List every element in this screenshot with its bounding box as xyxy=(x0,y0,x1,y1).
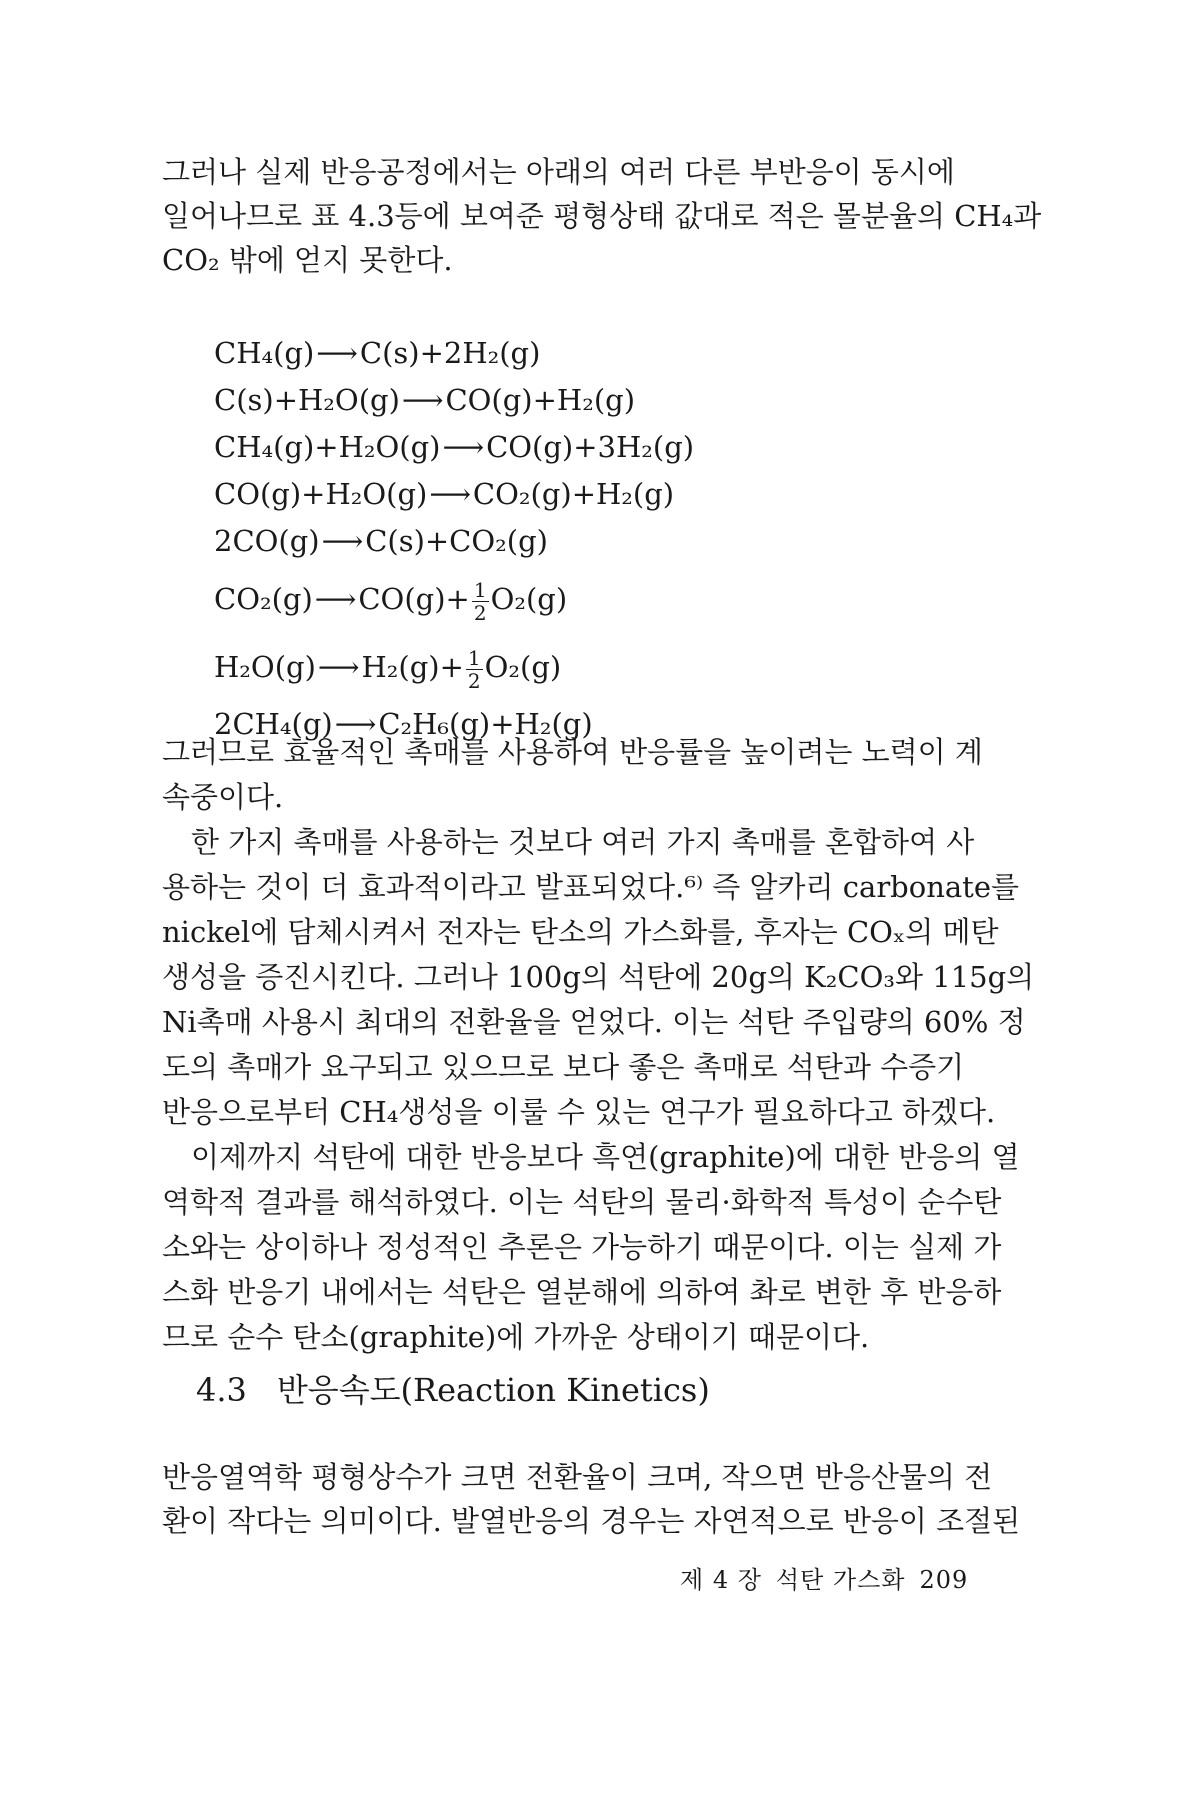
equation: 2CH₄(g)⟶C₂H₆(g)+H₂(g) xyxy=(214,701,694,748)
text-line: 소와는 상이하나 정성적인 추론은 가능하기 때문이다. 이는 실제 가 xyxy=(162,1230,1002,1264)
text-line: Ni촉매 사용시 최대의 전환율을 얻었다. 이는 석탄 주입량의 60% 정 xyxy=(162,1005,1026,1039)
text-line: 므로 순수 탄소(graphite)에 가까운 상태이기 때문이다. xyxy=(162,1320,870,1354)
text-line: CO₂ 밖에 얻지 못한다. xyxy=(162,243,453,277)
arrow-icon: ⟶ xyxy=(321,524,364,558)
text-line: 도의 촉매가 요구되고 있으므로 보다 좋은 촉매로 석탄과 수증기 xyxy=(162,1050,965,1084)
reaction-equations xyxy=(214,330,694,748)
equation: H₂O(g)⟶H₂(g)+ $\frac{1}{2}$ O₂(g) xyxy=(214,633,694,701)
text-line: 한 가지 촉매를 사용하는 것보다 여러 가지 촉매를 혼합하여 사 xyxy=(162,825,975,859)
arrow-icon: ⟶ xyxy=(429,477,471,511)
text-line: 스화 반응기 내에서는 석탄은 열분해에 의하여 촤로 변한 후 반응하 xyxy=(162,1275,1002,1309)
equation: C(s)+H₂O(g)⟶CO(g)+H₂(g) xyxy=(214,377,694,424)
text-line: 반응열역학 평형상수가 크면 전환율이 크며, 작으면 반응산물의 전 xyxy=(162,1460,993,1494)
equation: CO(g)+H₂O(g)⟶CO₂(g)+H₂(g) xyxy=(214,471,694,518)
equation: 2CO(g)⟶C(s)+CO₂(g) xyxy=(214,518,694,565)
arrow-icon: ⟶ xyxy=(442,430,485,464)
text-line: 속중이다. xyxy=(162,780,284,814)
text-line: 그러므로 효율적인 촉매를 사용하여 반응률을 높이려는 노력이 계 xyxy=(162,735,983,769)
text-line: 일어나므로 표 4.3등에 보여준 평형상태 값대로 적은 몰분율의 CH₄과 xyxy=(162,199,1042,233)
text-line: 이제까지 석탄에 대한 반응보다 흑연(graphite)에 대한 반응의 열 xyxy=(162,1140,1020,1174)
equation: CH₄(g)⟶C(s)+2H₂(g) xyxy=(214,330,694,377)
page-number: 209 xyxy=(919,1566,969,1594)
text-line: 용하는 것이 더 효과적이라고 발표되었다.⁶⁾ 즉 알카리 carbonate를 xyxy=(162,870,1020,904)
arrow-icon: ⟶ xyxy=(401,383,444,417)
text-line: 생성을 증진시킨다. 그러나 100g의 석탄에 20g의 K₂CO₃와 115g의 xyxy=(162,960,1035,994)
fraction: $\frac{1}{2}$ xyxy=(467,645,481,693)
page-footer xyxy=(680,1565,982,1595)
arrow-icon: ⟶ xyxy=(334,707,377,741)
footer-chapter: 제 4 장 xyxy=(680,1566,762,1594)
footer-title: 석탄 가스화 xyxy=(775,1566,906,1594)
section-heading xyxy=(196,1370,710,1410)
text-line: 환이 작다는 의미이다. 발열반응의 경우는 자연적으로 반응이 조절된 xyxy=(162,1504,1021,1538)
intro-paragraph xyxy=(162,150,1042,282)
equation: CO₂(g)⟶CO(g)+ $\frac{1}{2}$ O₂(g) xyxy=(214,565,694,633)
text-line: 역학적 결과를 해석하였다. 이는 석탄의 물리·화학적 특성이 순수탄 xyxy=(162,1185,1002,1219)
arrow-icon: ⟶ xyxy=(317,650,360,684)
equation: CH₄(g)+H₂O(g)⟶CO(g)+3H₂(g) xyxy=(214,424,694,471)
text-line: 반응으로부터 CH₄생성을 이룰 수 있는 연구가 필요하다고 하겠다. xyxy=(162,1095,996,1129)
section-number: 4.3 xyxy=(196,1371,247,1409)
arrow-icon: ⟶ xyxy=(316,336,358,370)
section-title: 반응속도(Reaction Kinetics) xyxy=(276,1371,710,1409)
arrow-icon: ⟶ xyxy=(314,582,357,616)
text-line: nickel에 담체시켜서 전자는 탄소의 가스화를, 후자는 COₓ의 메탄 xyxy=(162,915,999,949)
body-paragraph xyxy=(162,730,1035,1360)
closing-paragraph xyxy=(162,1455,1021,1543)
fraction: $\frac{1}{2}$ xyxy=(473,577,487,625)
text-line: 그러나 실제 반응공정에서는 아래의 여러 다른 부반응이 동시에 xyxy=(162,155,955,189)
